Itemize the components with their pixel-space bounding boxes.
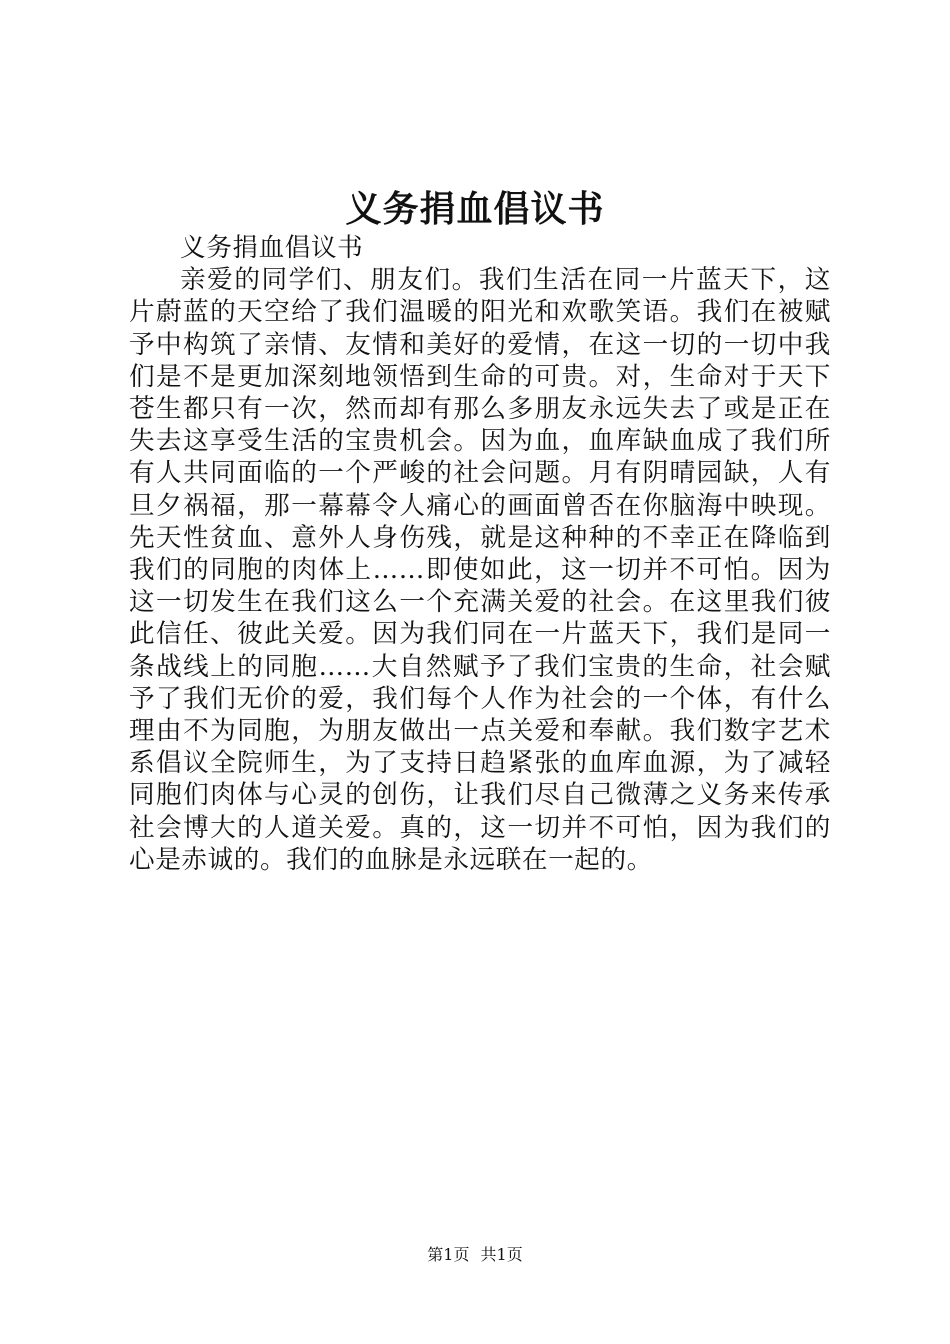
body-paragraph: 亲爱的同学们、朋友们。我们生活在同一片蓝天下，这片蔚蓝的天空给了我们温暖的阳光和欢歌笑语。我们在被赋予中构筑了亲情、友情和美好的爱情，在这一切的一切中我们是不是更加深刻地领悟到生命的可贵。对，生命对于天下苍生都只有一次，然而却有那么多朋友永远失去了或是正在失去这享受生活的宝贵机会。因为血，血库缺血成了我们所有人共同面临的一个严峻的社会问题。月有阴晴园缺，人有旦夕祸福，那一幕幕令人痛心的画面曾否在你脑海中映现。先天性贫血、意外人身伤残，就是这种种的不幸正在降临到我们的同胞的肉体上……即使如此，这一切并不可怕。因为这一切发生在我们这么一个充满关爱的社会。在这里我们彼此信任、彼此关爱。因为我们同在一片蓝天下，我们是同一条战线上的同胞……大自然赋予了我们宝贵的生命，社会赋予了我们无价的爱，我们每个人作为社会的一个体，有什么理由不为同胞，为朋友做出一点关爱和奉献。我们数字艺术系倡议全院师生，为了支持日趋紧张的血库血源，为了减轻同胞们肉体与心灵的创伤，让我们尽自己微薄之义务来传承社会博大的人道关爱。真的，这一切并不可怕，因为我们的心是赤诚的。我们的血脉是永远联在一起的。 (129, 265, 831, 875)
document-content (129, 232, 831, 876)
page-footer (0, 1244, 950, 1266)
page-number: 第1页 (427, 1245, 470, 1264)
page-total: 共1页 (480, 1245, 523, 1264)
document-subtitle: 义务捐血倡议书 (180, 233, 364, 263)
page-title: 义务捐血倡议书 (345, 188, 605, 230)
